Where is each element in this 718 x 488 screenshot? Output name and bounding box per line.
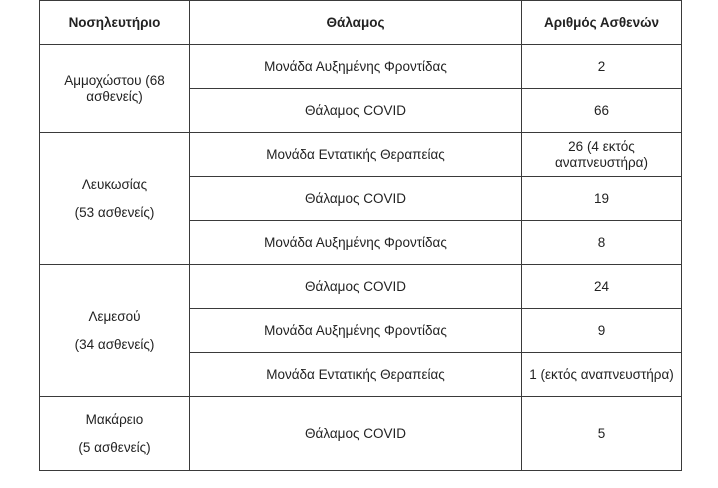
header-patient-count: Αριθμός Ασθενών (522, 1, 682, 45)
hospital-patient-total: (53 ασθενείς) (74, 204, 155, 220)
header-row (40, 1, 682, 45)
hospital-cell (40, 45, 190, 133)
ward-cell: Μονάδα Αυξημένης Φροντίδας (190, 221, 522, 265)
ward-cell: Θάλαμος COVID (190, 89, 522, 133)
header-ward: Θάλαμος (190, 1, 522, 45)
count-cell: 19 (522, 177, 682, 221)
ward-cell: Μονάδα Εντατικής Θεραπείας (190, 353, 522, 397)
hospital-cell (40, 133, 190, 265)
count-cell: 1 (εκτός αναπνευστήρα) (522, 353, 682, 397)
ward-cell: Θάλαμος COVID (190, 265, 522, 309)
ward-cell: Μονάδα Εντατικής Θεραπείας (190, 133, 522, 177)
ward-cell: Θάλαμος COVID (190, 397, 522, 471)
ward-cell: Θάλαμος COVID (190, 177, 522, 221)
table-row (40, 265, 682, 309)
hospital-patient-total: (5 ασθενείς) (78, 439, 151, 455)
table-row (40, 45, 682, 89)
count-cell: 8 (522, 221, 682, 265)
hospital-name: Λεμεσού (88, 308, 141, 324)
hospital-cell (40, 397, 190, 471)
hospital-name: Αμμοχώστου (68 (64, 72, 165, 88)
table-row (40, 397, 682, 471)
patients-table (39, 0, 682, 471)
header-hospital: Νοσηλευτήριο (40, 1, 190, 45)
ward-cell: Μονάδα Αυξημένης Φροντίδας (190, 45, 522, 89)
count-cell: 26 (4 εκτός αναπνευστήρα) (522, 133, 682, 177)
hospital-patient-total: ασθενείς) (86, 88, 143, 104)
table-row (40, 133, 682, 177)
hospital-cell (40, 265, 190, 397)
count-cell: 66 (522, 89, 682, 133)
ward-cell: Μονάδα Αυξημένης Φροντίδας (190, 309, 522, 353)
count-cell: 5 (522, 397, 682, 471)
count-cell: 24 (522, 265, 682, 309)
hospital-name: Μακάρειο (85, 411, 144, 427)
hospital-patient-total: (34 ασθενείς) (74, 336, 155, 352)
count-cell: 2 (522, 45, 682, 89)
count-cell: 9 (522, 309, 682, 353)
hospital-name: Λευκωσίας (81, 176, 148, 192)
